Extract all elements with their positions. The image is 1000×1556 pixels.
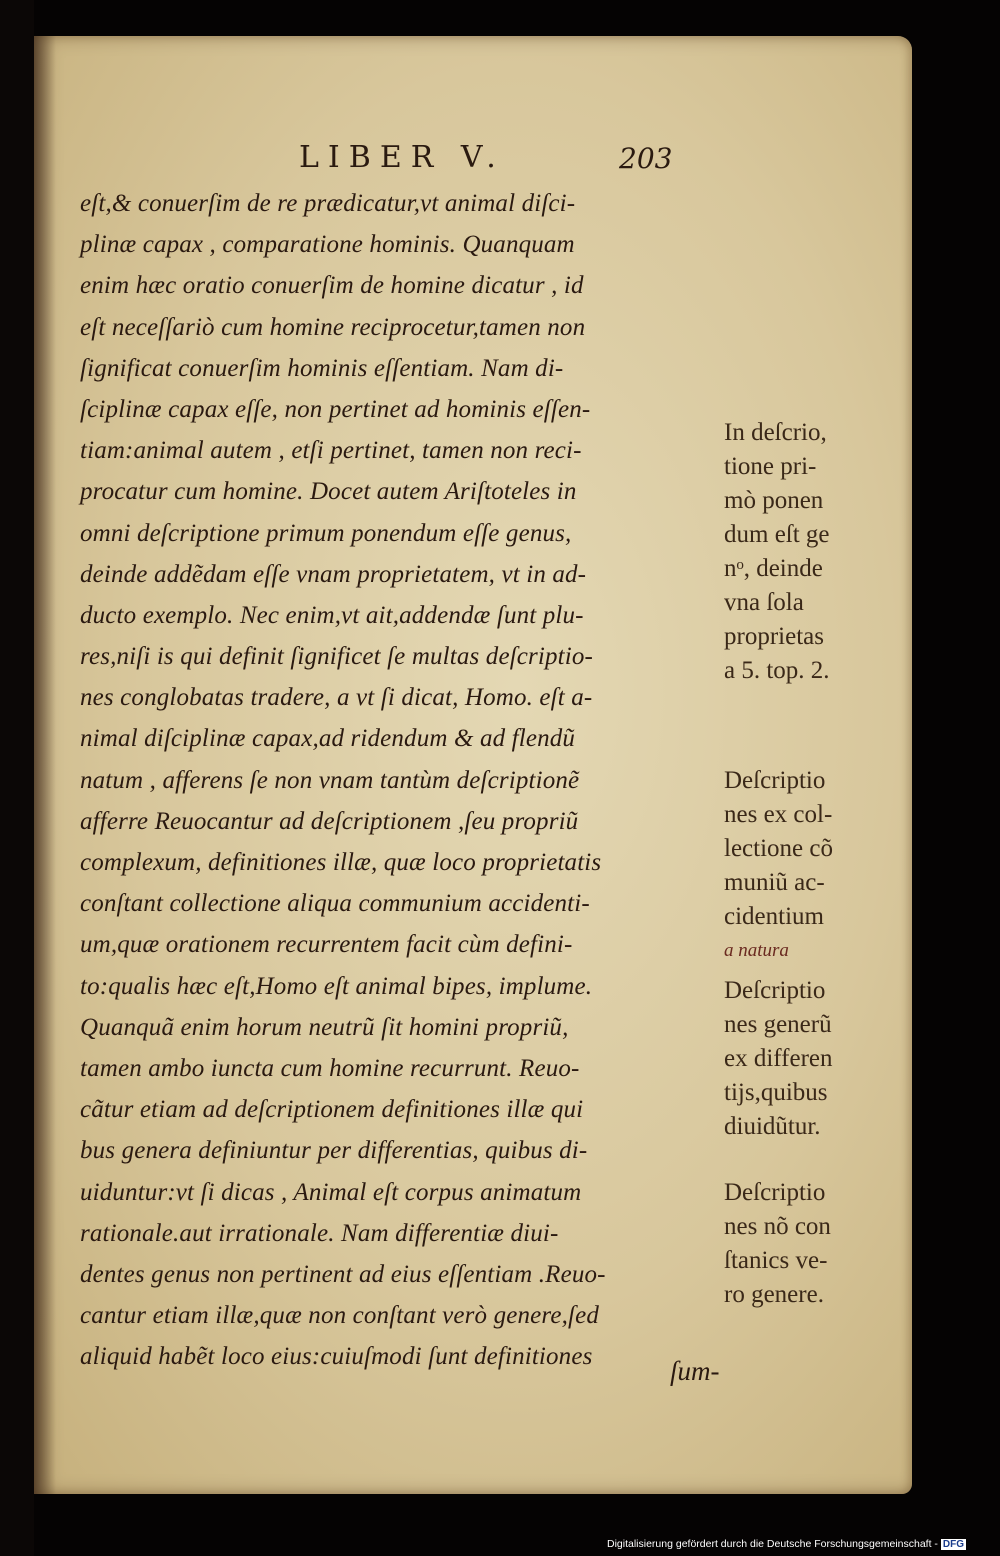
- text-line: ducto exemplo. Nec enim,vt ait,addendæ ſunt plu-: [80, 601, 584, 629]
- handwritten-annotation: a natura: [724, 940, 789, 961]
- text-line: cãtur etiam ad deſcriptionem definitiones illæ qui: [80, 1096, 584, 1124]
- text-line: nes conglobatas tradere, a vt ſi dicat, Homo. eſt a-: [80, 684, 593, 712]
- text-line: nimal diſciplinæ capax,ad ridendum & ad flendũ: [80, 725, 576, 753]
- note-line: Deſcriptio: [724, 977, 826, 1004]
- text-line: tamen ambo iuncta cum homine recurrunt. Reuo-: [80, 1054, 580, 1082]
- text-line: afferre Reuocantur ad deſcriptionem ,ſeu propriũ: [80, 807, 579, 835]
- text-line: eſt,& conuerſim de re prædicatur,vt animal diſci-: [80, 190, 576, 217]
- note-line: nes generũ: [724, 1011, 832, 1038]
- note-line: ſtanics ve-: [724, 1247, 828, 1274]
- text-line: plinæ capax , comparatione hominis. Quanquam: [80, 231, 575, 259]
- text-line: ſciplinæ capax eſſe, non pertinet ad hominis eſſen-: [80, 395, 591, 423]
- text-line: to:qualis hæc eſt,Homo eſt animal bipes, implume.: [80, 972, 593, 1000]
- marginal-note: [724, 764, 833, 968]
- note-line: ex differen: [724, 1045, 833, 1072]
- note-line: muniũ ac-: [724, 869, 825, 896]
- marginal-note: [724, 1176, 831, 1312]
- text-line: conſtant collectione aliqua communium accidenti-: [80, 890, 590, 918]
- note-line: lectione cõ: [724, 835, 833, 862]
- note-line: tijs,quibus: [724, 1079, 828, 1106]
- text-line: bus genera definiuntur per differentias, quibus di-: [80, 1137, 588, 1165]
- text-line: aliquid habẽt loco eius:cuiuſmodi ſunt definitiones: [80, 1343, 593, 1371]
- text-line: rationale.aut irrationale. Nam differentiæ diui-: [80, 1219, 559, 1247]
- note-line: dum eſt ge: [724, 521, 830, 548]
- marginal-note: [724, 416, 830, 688]
- text-line: res,niſi is qui definit ſignificet ſe multas deſcriptio-: [80, 643, 593, 671]
- note-line: cidentium: [724, 903, 824, 930]
- marginal-note: [724, 974, 833, 1144]
- note-line: diuidũtur.: [724, 1113, 821, 1140]
- text-line: deinde addẽdam eſſe vnam proprietatem, vt in ad-: [80, 560, 587, 588]
- note-line: a 5. top. 2.: [724, 657, 830, 684]
- catchword: ſum-: [670, 1356, 720, 1386]
- note-line: proprietas: [724, 623, 824, 650]
- text-line: cantur etiam illæ,quæ non conſtant verò genere,ſed: [80, 1302, 599, 1330]
- note-line: vna ſola: [724, 589, 804, 616]
- text-line: um,quæ orationem recurrentem facit cùm defini-: [80, 931, 573, 959]
- running-title: LIBER V.: [299, 140, 505, 175]
- text-line: enim hæc oratio conuerſim de homine dicatur , id: [80, 272, 584, 300]
- page-number: 203: [619, 142, 673, 175]
- text-line: eſt neceſſariò cum homine reciprocetur,tamen non: [80, 313, 586, 341]
- text-line: omni deſcriptione primum ponendum eſſe genus,: [80, 519, 572, 547]
- note-line: Deſcriptio: [724, 767, 826, 794]
- digitization-credit: [607, 1538, 966, 1550]
- book-page: [34, 36, 912, 1494]
- binding-shadow: [0, 0, 34, 1556]
- dfg-logo: DFG: [942, 1539, 965, 1550]
- text-line: tiam:animal autem , etſi pertinet, tamen non reci-: [80, 437, 582, 465]
- note-line: nes nõ con: [724, 1213, 831, 1240]
- note-line: Deſcriptio: [724, 1179, 826, 1206]
- text-line: dentes genus non pertinent ad eius eſſentiam .Reuo-: [80, 1260, 606, 1288]
- text-line: complexum, definitiones illæ, quæ loco proprietatis: [80, 849, 602, 876]
- text-line: ſignificat conuerſim hominis eſſentiam. Nam di-: [80, 354, 564, 382]
- text-line: natum , afferens ſe non vnam tantùm deſcriptionẽ: [80, 766, 580, 794]
- note-line: ro genere.: [724, 1281, 824, 1308]
- page-header: [34, 140, 912, 180]
- note-line: tione pri-: [724, 453, 817, 480]
- text-line: procatur cum homine. Docet autem Ariſtoteles in: [80, 478, 577, 506]
- credit-text: Digitalisierung gefördert durch die Deutsche Forschungsgemeinschaft -: [607, 1538, 938, 1550]
- text-line: uiduntur:vt ſi dicas , Animal eſt corpus animatum: [80, 1178, 582, 1206]
- note-line: mò ponen: [724, 487, 824, 514]
- note-line: In deſcrio,: [724, 419, 827, 446]
- note-line: nes ex col-: [724, 801, 833, 828]
- main-text-block: [80, 183, 732, 1377]
- note-line: nᵒ, deinde: [724, 555, 823, 582]
- text-line: Quanquã enim horum neutrũ ſit homini propriũ,: [80, 1013, 569, 1041]
